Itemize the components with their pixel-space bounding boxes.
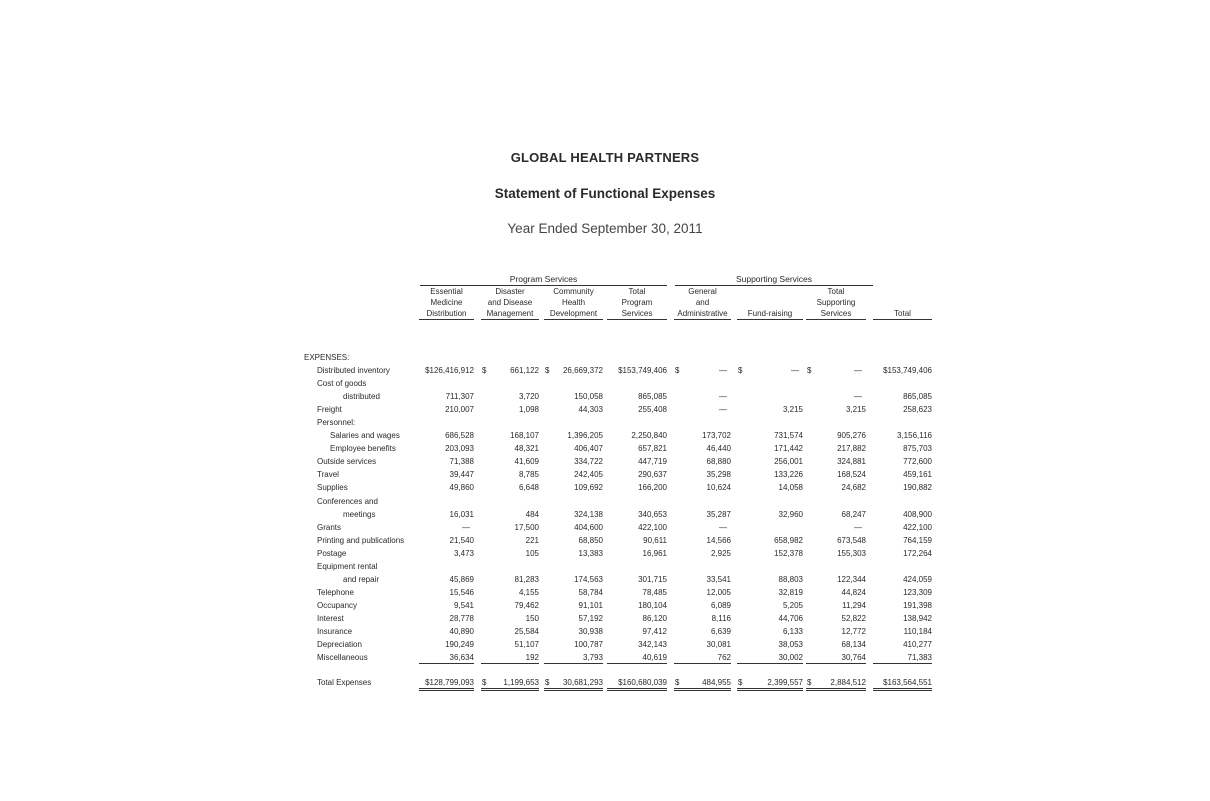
column-header-line: Program: [621, 298, 653, 307]
total-general-admin: 484,955: [702, 678, 731, 688]
statement-title: Statement of Functional Expenses: [494, 186, 716, 201]
cell-fund-raising: 88,803: [778, 574, 803, 584]
organization-name: GLOBAL HEALTH PARTNERS: [510, 150, 700, 165]
cell-grand-total: 424,059: [903, 574, 932, 584]
cell-grand-total: 459,161: [903, 470, 932, 480]
total-double-rule: [737, 688, 803, 691]
cell-disaster-disease: 25,584: [514, 627, 539, 636]
column-header-line: Supporting: [816, 298, 856, 307]
cell-community-health: 3,793: [582, 653, 603, 663]
cell-general-admin: 6,639: [710, 627, 731, 636]
row-label: Personnel:: [317, 418, 356, 428]
column-header-disaster-disease: [481, 286, 539, 320]
cell-total-supporting: 12,772: [841, 627, 866, 636]
cell-total-supporting: 324,881: [837, 457, 866, 467]
column-header-fund-raising: [737, 308, 803, 320]
cell-community-health: 109,692: [574, 483, 603, 493]
cell-total-program: 40,619: [642, 653, 667, 663]
row-label: Occupancy: [317, 600, 358, 610]
cell-grand-total: 110,184: [903, 627, 932, 636]
cell-disaster-disease: 1,098: [518, 405, 539, 415]
cell-disaster-disease: 8,785: [518, 470, 539, 480]
cell-general-admin: 35,298: [706, 470, 731, 480]
column-header-line: Total: [827, 287, 845, 296]
cell-total-supporting: 3,215: [845, 405, 866, 415]
cell-general-admin: 68,880: [706, 457, 731, 467]
cell-disaster-disease: 41,609: [514, 457, 539, 467]
cell-community-health: 404,600: [574, 522, 603, 532]
cell-total-program: 2,250,840: [631, 431, 667, 441]
cell-disaster-disease: 48,321: [514, 444, 539, 454]
cell-essential-medicine: 203,093: [445, 444, 474, 454]
cell-general-admin: 35,287: [706, 509, 731, 519]
cell-total-program: 657,821: [638, 444, 667, 454]
cell-fund-raising: 152,378: [774, 548, 803, 558]
cell-disaster-disease: 168,107: [510, 431, 539, 441]
cell-general-admin: 30,081: [706, 640, 731, 650]
column-header-line: Fund-raising: [747, 309, 793, 318]
cell-total-supporting: 11,294: [842, 600, 866, 610]
currency-symbol: $: [675, 366, 680, 375]
cell-disaster-disease: 3,720: [518, 392, 539, 402]
currency-symbol: $: [807, 366, 812, 375]
column-header-line: Total: [628, 287, 646, 296]
cell-community-health: 26,669,372: [562, 366, 603, 375]
cell-total-supporting: —: [854, 392, 862, 402]
row-label: Distributed inventory: [317, 366, 390, 375]
cell-disaster-disease: 150: [525, 613, 539, 623]
cell-total-supporting: 673,548: [837, 535, 866, 545]
column-header-total-program: [607, 286, 667, 320]
cell-community-health: 150,058: [574, 392, 603, 402]
cell-essential-medicine: —: [462, 522, 470, 532]
cell-essential-medicine: 39,447: [449, 470, 474, 480]
subtotal-rule: [419, 663, 474, 664]
cell-total-program: 340,653: [638, 509, 667, 519]
row-label: Printing and publications: [317, 535, 405, 545]
cell-grand-total: 172,264: [903, 548, 932, 558]
column-header-line: Essential: [430, 287, 463, 296]
row-label: distributed: [343, 392, 380, 402]
cell-grand-total: 190,882: [903, 483, 932, 493]
cell-fund-raising: 256,001: [774, 457, 803, 467]
total-double-rule: [873, 688, 932, 691]
row-label: Freight: [317, 405, 342, 415]
cell-community-health: 334,722: [574, 457, 603, 467]
total-double-rule: [481, 688, 539, 691]
total-total-supporting: 2,884,512: [830, 678, 866, 688]
cell-grand-total: 875,703: [903, 444, 932, 454]
total-double-rule: [544, 688, 603, 691]
total-double-rule: [806, 688, 866, 691]
cell-community-health: 30,938: [578, 627, 603, 636]
statement-period: Year Ended September 30, 2011: [507, 221, 703, 236]
cell-total-program: 166,200: [638, 483, 667, 493]
cell-total-program: 16,961: [642, 548, 667, 558]
cell-essential-medicine: 40,890: [449, 627, 474, 636]
cell-essential-medicine: $126,416,912: [425, 366, 474, 375]
cell-fund-raising: —: [791, 366, 799, 375]
cell-community-health: 406,407: [574, 444, 603, 454]
cell-general-admin: —: [719, 522, 727, 532]
cell-fund-raising: 171,442: [774, 444, 803, 454]
total-double-rule: [674, 688, 731, 691]
row-label: Outside services: [317, 457, 377, 467]
cell-total-supporting: 24,682: [841, 483, 866, 493]
program-services-group: Program Services: [420, 274, 667, 286]
cell-essential-medicine: 45,869: [449, 574, 474, 584]
cell-total-supporting: 217,882: [837, 444, 866, 454]
cell-essential-medicine: 28,778: [449, 613, 474, 623]
cell-disaster-disease: 81,283: [514, 574, 539, 584]
cell-general-admin: 14,566: [706, 535, 731, 545]
subtotal-rule: [607, 663, 667, 664]
cell-disaster-disease: 484: [525, 509, 539, 519]
total-community-health: 30,681,293: [562, 678, 603, 688]
cell-disaster-disease: 221: [525, 535, 539, 545]
cell-total-supporting: 44,824: [841, 587, 866, 597]
row-label: Conferences and: [317, 496, 378, 506]
row-label: Salaries and wages: [330, 431, 400, 441]
cell-fund-raising: 658,982: [774, 535, 803, 545]
cell-essential-medicine: 190,249: [445, 640, 474, 650]
cell-total-program: 865,085: [638, 392, 667, 402]
subtotal-rule: [674, 663, 731, 664]
cell-disaster-disease: 6,648: [518, 483, 539, 493]
total-double-rule: [419, 688, 474, 691]
cell-total-supporting: 68,134: [841, 640, 866, 650]
cell-essential-medicine: 21,540: [449, 535, 474, 545]
cell-general-admin: —: [719, 392, 727, 402]
column-header-line: Community: [553, 287, 594, 296]
column-header-line: and Disease: [487, 298, 533, 307]
cell-total-program: 342,143: [638, 640, 667, 650]
cell-essential-medicine: 711,307: [445, 392, 474, 402]
cell-essential-medicine: 16,031: [449, 509, 474, 519]
cell-essential-medicine: 15,546: [449, 587, 474, 597]
column-header-line: Disaster: [495, 287, 525, 296]
cell-general-admin: 33,541: [706, 574, 731, 584]
column-header-line: Development: [549, 309, 598, 318]
column-header-line: Services: [621, 309, 653, 318]
subtotal-rule: [873, 663, 932, 664]
cell-essential-medicine: 9,541: [453, 600, 474, 610]
currency-symbol: $: [738, 366, 743, 375]
cell-fund-raising: 731,574: [774, 431, 803, 441]
cell-disaster-disease: 17,500: [514, 522, 539, 532]
cell-total-program: 180,104: [638, 600, 667, 610]
currency-symbol: $: [482, 678, 487, 688]
row-label: Grants: [317, 522, 342, 532]
total-double-rule: [607, 688, 667, 691]
cell-fund-raising: 5,205: [782, 600, 803, 610]
total-fund-raising: 2,399,557: [767, 678, 803, 688]
cell-fund-raising: 30,002: [778, 653, 803, 663]
subtotal-rule: [544, 663, 603, 664]
row-label: meetings: [343, 509, 376, 519]
cell-fund-raising: 44,706: [778, 613, 803, 623]
row-label: Insurance: [317, 627, 353, 636]
cell-disaster-disease: 105: [525, 548, 539, 558]
cell-total-program: 422,100: [638, 522, 667, 532]
supporting-services-group: Supporting Services: [675, 274, 873, 286]
cell-general-admin: 12,005: [706, 587, 731, 597]
cell-total-supporting: 122,344: [837, 574, 866, 584]
cell-community-health: 242,405: [574, 470, 603, 480]
cell-disaster-disease: 51,107: [514, 640, 539, 650]
cell-grand-total: 410,277: [903, 640, 932, 650]
cell-grand-total: $153,749,406: [883, 366, 932, 375]
cell-total-supporting: —: [854, 522, 862, 532]
cell-grand-total: 422,100: [903, 522, 932, 532]
total-grand-total: $163,564,551: [883, 678, 932, 688]
row-label: Postage: [317, 548, 347, 558]
cell-general-admin: 6,089: [710, 600, 731, 610]
cell-essential-medicine: 36,634: [449, 653, 474, 663]
currency-symbol: $: [807, 678, 812, 688]
cell-total-program: 255,408: [638, 405, 667, 415]
cell-total-program: 90,611: [643, 535, 667, 545]
row-label: Miscellaneous: [317, 653, 368, 663]
cell-total-program: 447,719: [638, 457, 667, 467]
column-header-grand-total: [873, 308, 932, 320]
column-header-community-health: [544, 286, 603, 320]
cell-fund-raising: 6,133: [782, 627, 803, 636]
currency-symbol: $: [738, 678, 743, 688]
cell-essential-medicine: 686,528: [445, 431, 474, 441]
column-header-line: Services: [820, 309, 852, 318]
cell-general-admin: 10,624: [706, 483, 731, 493]
cell-community-health: 324,138: [574, 509, 603, 519]
column-header-total-supporting: [806, 286, 866, 320]
cell-grand-total: 138,942: [903, 613, 932, 623]
subtotal-rule: [806, 663, 866, 664]
cell-fund-raising: 32,819: [778, 587, 803, 597]
cell-total-program: 301,715: [638, 574, 667, 584]
row-label: and repair: [343, 574, 380, 584]
total-disaster-disease: 1,199,653: [503, 678, 539, 688]
cell-community-health: 91,101: [578, 600, 603, 610]
cell-community-health: 58,784: [578, 587, 603, 597]
cell-general-admin: 46,440: [706, 444, 731, 454]
cell-essential-medicine: 210,007: [445, 405, 474, 415]
cell-total-supporting: 52,822: [841, 613, 866, 623]
cell-total-program: 78,485: [642, 587, 667, 597]
cell-community-health: 13,383: [578, 548, 603, 558]
cell-grand-total: 865,085: [903, 392, 932, 402]
cell-community-health: 1,396,205: [567, 431, 603, 441]
cell-total-supporting: 68,247: [841, 509, 866, 519]
column-header-line: Medicine: [430, 298, 463, 307]
row-label: Cost of goods: [317, 379, 367, 389]
row-label: Telephone: [317, 587, 354, 597]
cell-grand-total: 3,156,116: [897, 431, 932, 441]
column-header-essential-medicine: [419, 286, 474, 320]
section-label-expenses: EXPENSES:: [304, 353, 350, 362]
cell-fund-raising: 133,226: [774, 470, 803, 480]
cell-fund-raising: 32,960: [778, 509, 803, 519]
currency-symbol: $: [545, 366, 550, 375]
cell-general-admin: —: [719, 366, 727, 375]
cell-total-program: 86,120: [642, 613, 667, 623]
total-expenses-label: Total Expenses: [317, 678, 372, 688]
row-label: Interest: [317, 613, 344, 623]
subtotal-rule: [481, 663, 539, 664]
cell-grand-total: 772,600: [903, 457, 932, 467]
cell-essential-medicine: 71,388: [449, 457, 474, 467]
column-header-line: Health: [561, 298, 586, 307]
cell-total-supporting: 905,276: [837, 431, 866, 441]
cell-fund-raising: 14,058: [778, 483, 803, 493]
cell-general-admin: 2,925: [710, 548, 731, 558]
cell-grand-total: 191,398: [903, 600, 932, 610]
column-header-line: General: [688, 287, 717, 296]
cell-community-health: 100,787: [574, 640, 603, 650]
cell-grand-total: 71,383: [907, 653, 932, 663]
currency-symbol: $: [482, 366, 487, 375]
cell-fund-raising: 3,215: [782, 405, 803, 415]
cell-general-admin: 8,116: [711, 613, 731, 623]
cell-total-program: 290,637: [638, 470, 667, 480]
cell-essential-medicine: 3,473: [453, 548, 474, 558]
column-header-line: Management: [486, 309, 534, 318]
subtotal-rule: [737, 663, 803, 664]
currency-symbol: $: [545, 678, 550, 688]
column-header-line: Distribution: [426, 309, 467, 318]
row-label: Supplies: [317, 483, 348, 493]
cell-general-admin: —: [719, 405, 727, 415]
cell-grand-total: 764,159: [903, 535, 932, 545]
row-label: Equipment rental: [317, 561, 378, 571]
cell-total-program: 97,412: [642, 627, 667, 636]
cell-community-health: 44,303: [578, 405, 603, 415]
column-header-line: Administrative: [677, 309, 728, 318]
cell-fund-raising: 38,053: [778, 640, 803, 650]
cell-grand-total: 258,623: [903, 405, 932, 415]
row-label: Employee benefits: [330, 444, 396, 454]
cell-general-admin: 173,702: [702, 431, 731, 441]
cell-disaster-disease: 4,155: [518, 587, 539, 597]
cell-total-supporting: 30,764: [841, 653, 866, 663]
cell-disaster-disease: 661,122: [510, 366, 539, 375]
cell-total-program: $153,749,406: [618, 366, 667, 375]
cell-community-health: 68,850: [578, 535, 603, 545]
cell-total-supporting: 155,303: [837, 548, 866, 558]
cell-community-health: 57,192: [578, 613, 603, 623]
cell-grand-total: 408,900: [903, 509, 932, 519]
currency-symbol: $: [675, 678, 680, 688]
cell-grand-total: 123,309: [903, 587, 932, 597]
row-label: Depreciation: [317, 640, 362, 650]
cell-total-supporting: 168,524: [837, 470, 866, 480]
cell-disaster-disease: 192: [525, 653, 539, 663]
cell-disaster-disease: 79,462: [514, 600, 539, 610]
cell-community-health: 174,563: [574, 574, 603, 584]
column-header-line: Total: [894, 309, 911, 318]
cell-general-admin: 762: [717, 653, 731, 663]
row-label: Travel: [317, 470, 339, 480]
cell-total-supporting: —: [854, 366, 862, 375]
cell-essential-medicine: 49,860: [449, 483, 474, 493]
column-header-line: and: [695, 298, 710, 307]
total-total-program: $160,680,039: [618, 678, 667, 688]
column-header-general-admin: [674, 286, 731, 320]
total-essential-medicine: $128,799,093: [425, 678, 474, 688]
